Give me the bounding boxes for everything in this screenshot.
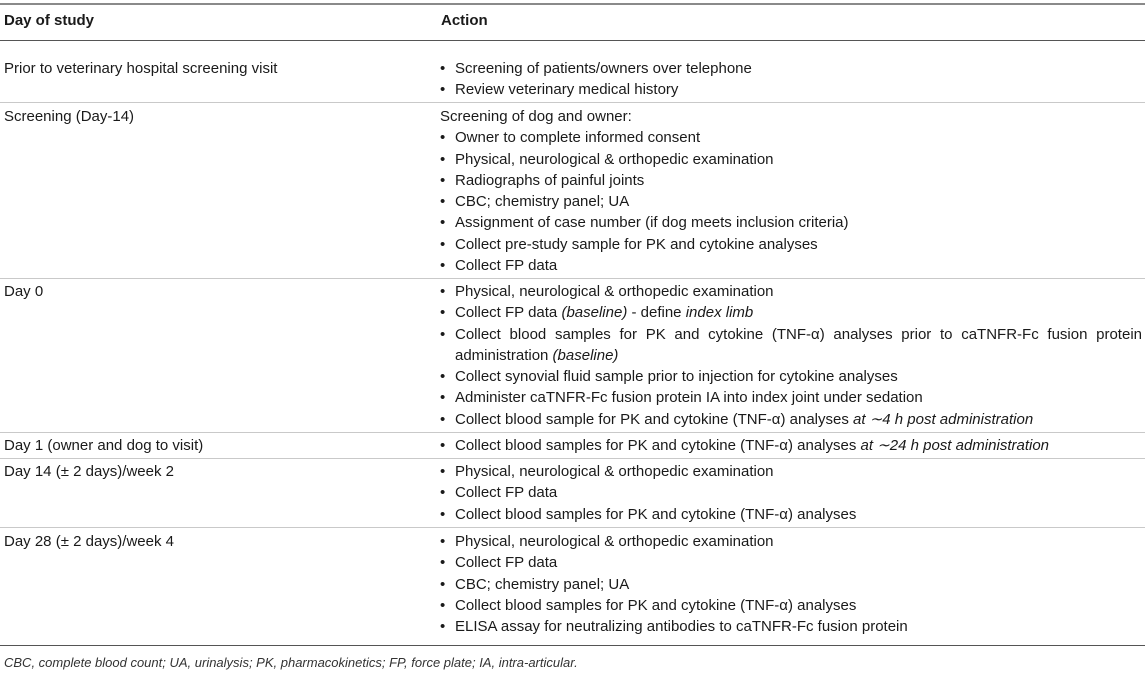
action-intro: Screening of dog and owner:	[440, 108, 632, 125]
action-text: Collect blood samples for PK and cytokine (TNF-α) analyses prior to caTNFR-Fc fusion protein administration	[455, 325, 1142, 364]
row-day-label: Prior to veterinary hospital screening visit	[4, 60, 278, 77]
action-text: Collect FP data	[455, 304, 562, 322]
action-item: • Collect FP data	[440, 552, 1142, 573]
table-footnote: CBC, complete blood count; UA, urinalysis; PK, pharmacokinetics; FP, force plate; IA, intra-articular.	[4, 655, 578, 670]
action-item: • Administer caTNFR-Fc fusion protein IA into index joint under sedation	[440, 387, 1142, 408]
header-rule	[0, 40, 1145, 41]
header-day-of-study: Day of study	[4, 12, 95, 29]
action-emphasis: (baseline)	[552, 346, 619, 364]
action-item: • ELISA assay for neutralizing antibodies to caTNFR-Fc fusion protein	[440, 616, 1142, 637]
row-actions	[440, 435, 1142, 456]
action-item: • Physical, neurological & orthopedic examination	[440, 531, 1142, 552]
row-day-label: Day 0	[4, 283, 44, 300]
action-item: • Collect synovial fluid sample prior to injection for cytokine analyses	[440, 366, 1142, 387]
row-actions	[440, 531, 1142, 637]
action-item: • Owner to complete informed consent	[440, 127, 1142, 148]
action-item: • Collect FP data	[440, 255, 1142, 276]
row-day-label: Day 14 (± 2 days)/week 2	[4, 463, 174, 480]
action-emphasis: at ∼24 h post administration	[860, 437, 1050, 454]
row-divider	[0, 102, 1145, 103]
row-divider	[0, 432, 1145, 433]
row-day-label: Screening (Day-14)	[4, 108, 135, 125]
action-item: • Physical, neurological & orthopedic examination	[440, 461, 1142, 482]
row-divider	[0, 278, 1145, 279]
action-item	[440, 302, 1142, 323]
action-item: • Physical, neurological & orthopedic examination	[440, 149, 1142, 170]
row-divider	[0, 527, 1145, 528]
row-actions	[440, 281, 1142, 430]
action-emphasis: at ∼4 h post administration	[853, 410, 1034, 428]
row-actions	[440, 58, 1142, 101]
row-day-label: Day 28 (± 2 days)/week 4	[4, 533, 174, 550]
action-item: • Screening of patients/owners over telephone	[440, 58, 1142, 79]
row-day-label: Day 1 (owner and dog to visit)	[4, 437, 204, 454]
action-item: • Collect pre-study sample for PK and cytokine analyses	[440, 234, 1142, 255]
action-text: - define	[627, 304, 686, 322]
action-item: • Collect blood samples for PK and cytokine (TNF-α) analyses	[440, 595, 1142, 616]
action-text: Collect blood sample for PK and cytokine (TNF-α) analyses	[455, 410, 853, 428]
action-item: • CBC; chemistry panel; UA	[440, 574, 1142, 595]
table-bottom-rule	[0, 645, 1145, 646]
action-text: Collect blood samples for PK and cytokine (TNF-α) analyses	[455, 437, 861, 454]
row-divider	[0, 458, 1145, 459]
action-item	[440, 435, 1142, 456]
header-action: Action	[441, 12, 488, 29]
action-item: • CBC; chemistry panel; UA	[440, 191, 1142, 212]
action-item	[440, 409, 1142, 430]
action-item: • Collect blood samples for PK and cytokine (TNF-α) analyses	[440, 504, 1142, 525]
table-top-rule	[0, 3, 1145, 5]
action-item: • Assignment of case number (if dog meets inclusion criteria)	[440, 212, 1142, 233]
action-item: • Radiographs of painful joints	[440, 170, 1142, 191]
action-item: • Physical, neurological & orthopedic examination	[440, 281, 1142, 302]
action-emphasis: (baseline)	[561, 304, 628, 322]
action-item: • Collect FP data	[440, 482, 1142, 503]
row-actions	[440, 461, 1142, 525]
row-actions	[440, 106, 1142, 276]
action-item	[440, 324, 1142, 367]
action-item: • Review veterinary medical history	[440, 79, 1142, 100]
action-emphasis: index limb	[685, 304, 754, 322]
